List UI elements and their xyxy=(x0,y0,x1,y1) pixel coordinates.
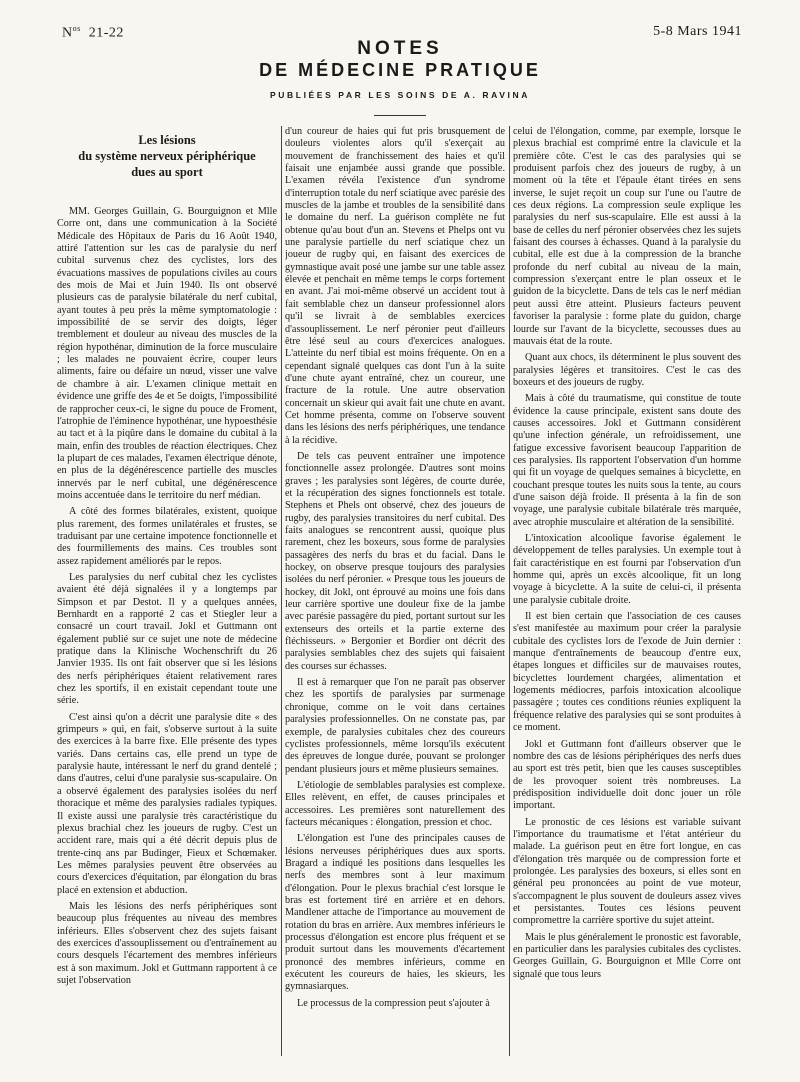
article-title-line1: Les lésions xyxy=(138,133,196,147)
paragraph: celui de l'élongation, comme, par exemple, lorsque le plexus brachial est comprimé entre la clavicule et la première côte. C'est le cas des paralysies qui se produisent parfois chez des joueurs de rugby, à un moment où la tête et l'épaule étant tirées en sens inverse, le sujet reçoit un coup sur l'une ou l'autre de ces deux régions. La compression seule explique les paralysies du nerf sus-scapulaire. Elle est aussi à la base de celles du nerf péronier observées chez les sujets faisant des courses à échasses. Quand à la paralysie du cubital, elle est due à la compression de la branche profonde du nerf cubital au niveau de la main, compression s'exerçant entre le plan osseux et le guidon de la bicyclette. Dans de tels cas le nerf médian peut aussi être atteint. Plusieurs facteurs peuvent favoriser la paralysie : forme plate du guidon, charge lourde sur l'avant de la bicyclette, secousses dues au mauvais état de la route. xyxy=(513,126,741,347)
paragraph: Mais à côté du traumatisme, qui constitue de toute évidence la cause principale, existent sans doute des causes accessoires. Jokl et Guttmann considèrent qu'une infection générale, un refroidissement, une fatigue excessive favorisent beaucoup l'apparition de ces paralysies. Ils rapportent l'observation d'un homme qui fit un voyage de quelques semaines à bicyclette, en couchant presque toutes les nuits sous la tente, au cours d'une saison déjà froide. Il présenta à la fin de son voyage, une paralysie cubitale bilatérale très marquée, avec atrophie musculaire et altération de la sensibilité. xyxy=(513,393,741,528)
column-divider-1 xyxy=(281,126,282,1056)
column-divider-2 xyxy=(509,126,510,1056)
issue-prefix: N xyxy=(62,25,73,41)
issue-digits: 21-22 xyxy=(88,25,124,41)
paragraph: L'étiologie de semblables paralysies est complexe. Elles relèvent, en effet, de causes principales et accessoires. Les premières sont naturellement des facteurs mécaniques : élongation, pression et choc. xyxy=(285,779,505,828)
column-3 xyxy=(513,126,741,1076)
paragraph: MM. Georges Guillain, G. Bourguignon et Mlle Corre ont, dans une communication à la Société Médicale des Hôpitaux de Paris du 16 Août 1940, attiré l'attention sur les cas de paralysie du nerf cubital survenus chez des cyclistes, lors des évacuations massives de populations civiles au cours des mois de Mai et Juin 1940. Ils ont observé plusieurs cas de paralysie bilatérale du nerf cubital, ayant toutes à peu près la même symptomatologie : impossibilité de se servir des doigts, léger tremblement et douleur au niveau des muscles de la région hypothénar, diminution de la force musculaire ; les malades ne pouvaient écrire, couper leurs aliments, faire ou défaire un nœud, visser une valve de chambre à air. L'examen clinique mettait en évidence une griffe des 4e et 5e doigts, l'impossibilité de rapprocher ceux-ci, le signe du pouce de Froment, l'atrophie de l'éminence hypothénar, une hypoesthésie au tact et à la piqûre dans le domaine du cubital à la main, enfin des troubles de réaction électriques. Chez la plupart de ces malades, l'examen électrique dénote, en plus de la dégénérescence partielle des muscles innervés par le nerf cubital, une dégénérescence moins accentuée dans le territoire du nerf médian. xyxy=(57,206,277,501)
paragraph: Mais le plus généralement le pronostic est favorable, en particulier dans les paralysies cubitales des cyclistes. Georges Guillain, G. Bourguignon et Mlle Corre ont signalé que tous leurs xyxy=(513,931,741,980)
article-title-line2: du système nerveux périphérique xyxy=(78,149,256,163)
paragraph: Quant aux chocs, ils déterminent le plus souvent des paralysies légères et transitoires. C'est le cas des boxeurs et des joueurs de rugby. xyxy=(513,352,741,388)
journal-title-line2: DE MÉDECINE PRATIQUE xyxy=(259,60,541,80)
paragraph: L'intoxication alcoolique favorise également le développement de telles paralysies. Un exemple tout à fait caractéristique en est fourni par l'observation d'un homme qui, après un excès alcoolique, fit un long voyage à bicyclette. A la suite de celui-ci, il présenta une paralysie cubitale droite. xyxy=(513,533,741,606)
paragraph: d'un coureur de haies qui fut pris brusquement de douleurs violentes alors qu'il s'exerçait au mouvement de franchissement des haies et qu'il faisait une enjambée aussi grande que possible. L'examen révéla l'existence d'un syndrome d'interruption totale du nerf sciatique avec parésie des muscles de la jambe et troubles de la sensibilité dans le domaine du nerf. La guérison complète ne fut obtenue qu'au bout d'un an. Stevens et Phelps ont vu une paralysie partielle du nerf sciatique chez un joueur de rugby qui, en faisant des exercices de gymnastique avait posé une jambe sur une table assez élevée et penchait en même temps le corps fortement en avant. J'ai moi-même observé un accident tout à fait semblable chez un danseur professionnel alors qu'il se livrait à de semblables exercices d'assouplissement. Le nerf péronier peut d'ailleurs être lésé seul au cours d'exercices analogues. L'atteinte du nerf tibial est moins fréquente. On en a cependant signalé quelques cas dont l'un à la suite d'une chute ayant entraîné, chez un coureur, une fracture de la rotule. Une autre observation concernait un skieur qui avait fait une chute en avant. Cet homme présenta, comme on l'observe souvent dans les lésions des nerfs périphériques, une tendance à la récidive. xyxy=(285,126,505,446)
paragraph: L'élongation est l'une des principales causes de lésions nerveuses périphériques dues aux sports. Bragard a indiqué les positions dans lesquelles les nerfs des membres sont à leur maximum d'élongation. Pour le plexus brachial c'est lorsque le bras est fortement tiré en arrière et en dehors. Mandlener attache de l'importance au mouvement de rotation du bras en arrière. Aux membres inférieurs le processus d'élongation est encore plus fréquent et se produit surtout dans les mouvements d'écartement prononcé des membres inférieurs, comme en exécutent les coureurs de haies, les skieurs, les gymnasiarques. xyxy=(285,833,505,993)
header-rule xyxy=(374,115,426,116)
paragraph: Le processus de la compression peut s'ajouter à xyxy=(297,997,490,1009)
article-title xyxy=(57,132,277,180)
issue-sup: os xyxy=(72,24,81,33)
issue-date: 5-8 Mars 1941 xyxy=(653,24,742,39)
journal-title-line1: NOTES xyxy=(357,38,443,59)
paragraph: Jokl et Guttmann font d'ailleurs observer que le nombre des cas de lésions périphériques des nerfs dues au sport est très petit, bien que les causes susceptibles de les provoquer soient très nombreuses. La prédisposition individuelle doit donc jouer un rôle important. xyxy=(513,738,741,812)
paragraph: C'est ainsi qu'on a décrit une paralysie dite « des grimpeurs » qui, en fait, s'observe surtout à la suite des exercices à la barre fixe. Elle présente des types variés. Dans certains cas, elle prend un type de paralysie haute, intéressant le nerf du grand dentelé ; dans d'autres, celui d'une paralysie sus-scapulaire. On a observé également des paralysies isolées du nerf thoracique et même des paralysies radiales typiques. Il existe aussi une paralysie très caractéristique du plexus brachial chez les joueurs de rugby. C'est un accident rare, mais qui a été décrit depuis plus de trente-cinq ans par Budinger, Fieux et Schœmaker. Les mêmes paralysies peuvent être observées au cours d'exercices d'équitation, par élongation du bras placé en extension et abduction. xyxy=(57,711,277,896)
article-title-line3: dues au sport xyxy=(131,165,203,179)
paragraph: Les paralysies du nerf cubital chez les cyclistes avaient été déjà signalées il y a longtemps par Simpson et par Destot. Il y a quelques années, Bernhardt en a rapporté 2 cas et Stiegler leur a consacré un court travail. Jokl et Guttmann ont également publié sur ce sujet une note de médecine pratique dans la Klinische Wochenschrift du 26 Janvier 1935. Ils ont fait observer que si les lésions des nerfs périphériques étaient relativement rares chez les sportifs, il en existait cependant toute une série. xyxy=(57,571,277,707)
paragraph: De tels cas peuvent entraîner une impotence fonctionnelle assez prolongée. D'autres sont moins graves ; les paralysies sont légères, de courte durée, et la récupération des signes fonctionnels est totale. Stephens et Phels ont observé, chez des joueurs de rugby, des paralysies transitoires du nerf cubital. Des faits analogues se rencontrent aussi, quoique plus rarement, chez les boxeurs, sous forme de paralysies passagères des nerfs du bras et du facial. Dans le hockey, on observe presque toujours des paralysies isolées du nerf péronier. « Presque tous les joueurs de hockey, dit Jokl, ont éprouvé au moins une fois dans leur carrière sportive une douleur fixe de la jambe avec parésie passagère du pied, portant surtout sur les extenseurs des orteils et la partie externe des fléchisseurs. » Bergonier et Bordier ont décrit des paralysies semblables chez des sujets qui faisaient des courses sur échasses. xyxy=(285,450,505,672)
paragraph: Le pronostic de ces lésions est variable suivant l'importance du traumatisme et l'état antérieur du malade. La guérison peut en être fort longue, en cas d'élongation très marquée ou de compression forte et prolongée. Les paralysies des boxeurs, si elles sont en général peu prononcées au point de vue moteur, s'accompagnent le plus souvent de douleurs assez vives et persistantes. Toutes ces lésions peuvent compromettre la carrière sportive du sujet atteint. xyxy=(513,816,741,927)
journal-subtitle: PUBLIÉES PAR LES SOINS DE A. RAVINA xyxy=(270,90,530,100)
paragraph: Il est bien certain que l'association de ces causes s'est manifestée au maximum pour créer la paralysie cubitale des cyclistes lors de l'exode de Juin dernier : manque d'entraînements de beaucoup d'entre eux, étapes longues et difficiles sur de mauvaises routes, bicyclettes lourdement chargées, alimentation et logements médiocres, parfois intoxication alcoolique passagère ; toutes ces conditions réunies expliquent la fréquence relative des paralysies qui se sont produites à ce moment. xyxy=(513,611,741,734)
column-1 xyxy=(57,126,277,1076)
column-2 xyxy=(285,126,505,1076)
paragraph: A côté des formes bilatérales, existent, quoique plus rarement, des formes unilatérales et frustes, se traduisant par une certaine impotence fonctionnelle et des fourmillements des mains. Ces troubles sont assez rapidement améliorés par le repos. xyxy=(57,506,277,567)
paragraph: Mais les lésions des nerfs périphériques sont beaucoup plus fréquentes au niveau des membres inférieurs. Elles s'observent chez des sujets faisant des exercices d'assouplissement ou d'entraînement au cours desquels l'écartement des membres inférieurs est à son maximum. Jokl et Guttmann rapportent à ce sujet l'observation xyxy=(57,900,277,986)
paragraph: Il est à remarquer que l'on ne paraît pas observer chez les sportifs de paralysies par surmenage chronique, comme on le voit dans certaines paralysies professionnelles. On ne constate pas, par exemple, de paralysies cubitales chez des coureurs cyclistes professionnels, même lorsqu'ils exécutent des épreuves de longue durée, pouvant se prolonger pendant plusieurs jours et même plusieurs semaines. xyxy=(285,677,505,775)
